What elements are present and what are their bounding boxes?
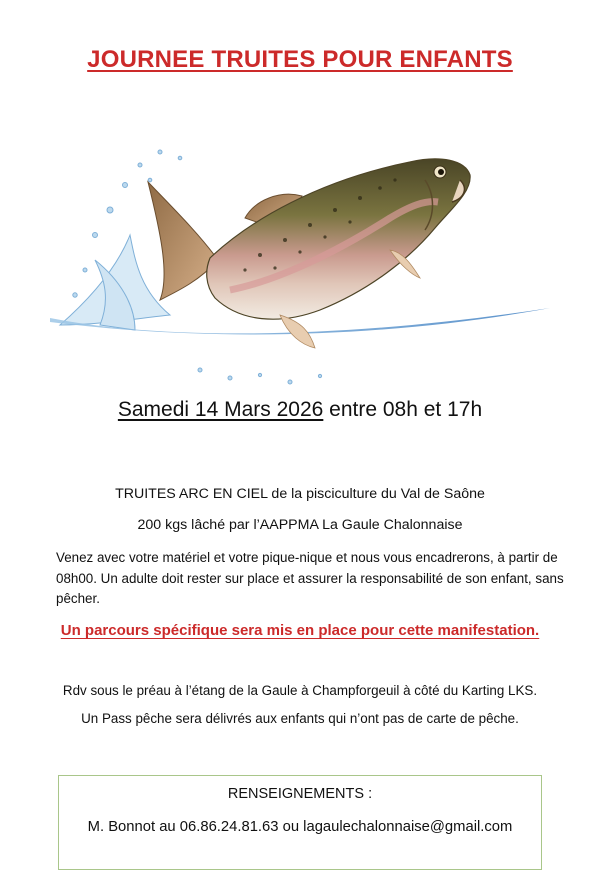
- release-quantity-line: 200 kgs lâché par l’AAPPMA La Gaule Chalonnaise: [137, 517, 463, 533]
- event-date-line: [0, 398, 600, 422]
- contact-line: M. Bonnot au 06.86.24.81.63 ou lagaulechalonnaise@gmail.com: [87, 819, 513, 835]
- event-date: Samedi 14 Mars 2026: [117, 398, 324, 421]
- event-description: Venez avec votre matériel et votre pique-nique et nous vous encadrerons, à partir de 08h00. Un adulte doit rester sur place et assurer la responsabilité de son enfant, sans pêcher.: [56, 550, 564, 606]
- trout-illustration: [40, 140, 560, 390]
- trout-source-line: TRUITES ARC EN CIEL de la pisciculture du Val de Saône: [115, 486, 485, 502]
- meeting-point-line: Rdv sous le préau à l’étang de la Gaule à Champforgeuil à côté du Karting LKS.: [62, 683, 538, 698]
- fishing-pass-line: Un Pass pêche sera délivrés aux enfants qui n’ont pas de carte de pêche.: [81, 711, 519, 726]
- poster-title: JOURNEE TRUITES POUR ENFANTS: [87, 46, 513, 73]
- event-hours: entre 08h et 17h: [323, 398, 483, 421]
- course-announcement: Un parcours spécifique sera mis en place pour cette manifestation.: [60, 622, 540, 639]
- info-box-title: RENSEIGNEMENTS :: [227, 786, 373, 802]
